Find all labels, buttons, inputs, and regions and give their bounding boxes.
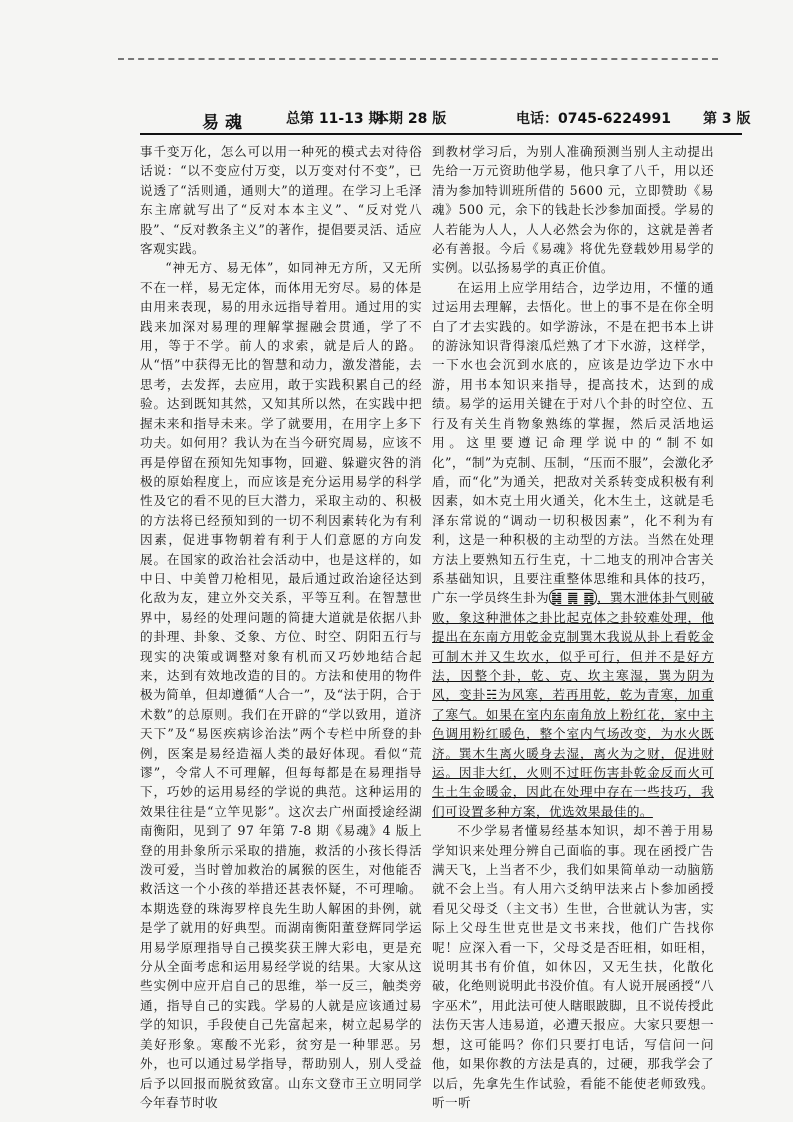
paragraph-text: 在运用上应学用结合，边学边用，不懂的通过运用去理解，去悟化。世上的事不是在你全明白了才去实践的。如学游泳，不是在把书本上讲的游泳知识背得滚瓜烂熟了才下水游，这样学，一下水也会沉到水底的，应该是边学边下水中游，用书本知识来指导，提高技术，达到的成绩。易学的运用关键在于对八个卦的时空位、五行及有关生肖物象熟练的掌握，然后灵活地运用。这里要遵记命理学说中的“制不如化”，“制”为克制、压制，“压而不服”，会激化矛盾，而“化”为通关，把敌对关系转变成积极有利因素，如木克土用火通关，化木生土，这就是毛泽东常说的“调动一切积极因素”，化不利为有利，这是一种积极的主动型的方法。当然在处理方法上要熟知五行生克，十二地支的刑冲合害关系基础知识，且要注重整体思维和具体的技巧，广东一学员终生卦为 [432, 279, 714, 606]
page-count: 本期 28 版 [375, 111, 447, 127]
running-header [140, 108, 751, 133]
issue-number: 总第 11-13 期 [286, 111, 383, 127]
paragraph: 事千变万化，怎么可以用一种死的模式去对待俗话说：“以不变应付万变，以万变对付不变”，已说透了“活则通，通则大”的道理。在学习上毛泽东主席就写出了“反对本本主义”、“反对党八股”、“反对教条主义”的著作，提倡要灵活、适应客观实践。 [140, 144, 422, 257]
handwritten-underlined-text: ，巽木泄体卦气则破败，象这种泄体之卦比起克体之卦较难处理，他提出在东南方用乾金克制巽木我说从卦上看乾金可制木并又生坎水，似乎可行，但并不是好方法，因整个卦，乾、克、坎主寒湿，巽为阴为风，变卦☵为风寒，若再用乾，乾为青寒，加重了寒气。如果在室内东南角放上粉红花，家中主色调用粉红暖色，整个室内气场改变，为水火既济。巽木生离火暖身去湿，离火为之财，促进财运。因非大红，火则不过旺伤害卦乾金反而火可生土生金暖金，因此在处理中存在一些技巧，我们可设置多种方案，优选效果最佳的。 [432, 590, 714, 819]
paragraph: 到教材学习后，为别人准确预测当别人主动提出先给一万元资助他学易，他只拿了八千，用以还清为参加特训班所借的 5600 元，立即赞助《易魂》500 元，余下的钱赴长沙参加面授。学易的人若能为人人，人人必然会为你的，这就是善者必有善报。今后《易魂》将优先登载妙用易学的实例。以弘扬易学的真正价值。 [432, 144, 714, 276]
paragraph [432, 278, 714, 821]
top-dashed-rule [118, 58, 718, 60]
paragraph: “神无方、易无体”，如同神无方所，又无所不在一样，易无定体，而体用无穷尽。易的体是由用来表现，易的用永远指导着用。通过用的实践来加深对易理的理解掌握融会贯通，学了不用，等于不学。前人的求索，就是后人的路。从“悟”中获得无比的智慧和动力，激发潜能，去思考，去发挥，去应用，敢于实践积累自己的经验。达到既知其然，又知其所以然，在实践中把握未来和指导未来。学了就要用，在用字上多下功夫。如何用？我认为在当今研究周易，应该不再是停留在预知先知事物，回避、躲避灾咎的消极的原始程度上，而应该是充分运用易学的科学性及它的看不见的巨大潜力，采取主动的、积极的方法将已经预知到的一切不利因素转化为有利因素，促进事物朝着有利于人们意愿的方向发展。在国家的政治社会活动中，也是这样的，如中日、中美曾刀枪相见，最后通过政治途径达到化敌为友，建立外交关系，平等互利。在智慧世界中，易经的处理问题的简捷大道就是依据八卦的卦理、卦象、爻象、方位、时空、阴阳五行与现实的决策或调整对象有机而又巧妙地结合起来，达到有效地改造的目的。方法和使用的物件极为简单，但却遵循“人合一”，及“法于阴，合于术数”的总原则。我们在开辟的“学以致用，道济天下”及“易医疾病诊治法”两个专栏中所登的卦例，医案是易经造福人类的最好体现。看似“荒谬”，令常人不可理解，但每每都是在易理指导下，巧妙的运用易经的学说的典范。这种运用的效果往往是“立竿见影”。这次去广州面授途经湖南衡阳，见到了 97 年第 7-8 期《易魂》4 版上登的用卦象所示采取的措施，救活的小孩长得活泼可爱，当时曾加救治的属猴的医生，对他能否救活这一个小孩的举措还甚表怀疑，不可理喻。本期选登的珠海罗梓良先生助人解困的卦例，就是学了就用的好典型。而湖南衡阳董登辉同学运用易学原理指导自己摸奖获王牌大彩电，更是充分从全面考虑和运用易经学说的结果。大家从这些实例中应开启自己的思维，举一反三，触类旁通，指导自己的实践。学易的人就是应该通过易学的知识，手段使自己先富起来，树立起易学的美好形象。寒酸不光彩，贫穷是一种罪恶。另外，也可以通过易学指导，帮助别人，别人受益后予以回报而脱贫致富。山东文登市王立明同学今年春节时收 [140, 260, 422, 1110]
left-column [140, 142, 422, 1112]
right-column [432, 142, 714, 1112]
hexagram-symbols: ䷯ ䷫ ䷸ [551, 590, 595, 606]
publication-name: 易魂 [202, 113, 248, 133]
edition-number: 第 3 版 [703, 111, 751, 127]
paragraph: 不少学易者懂易经基本知识，却不善于用易学知识来处理分辨自己面临的事。现在函授广告满天飞，上当者不少，我们如果简单动一动脑筋就不会上当。有人用六爻纳甲法来占卜参加函授看见父母爻（主文书）生世，合世就认为害，实际上父母生世克世是文书来找，他们广告找你呢！应深入看一下，父母爻是否旺相，如旺相，说明其书有价值，如休囚，又无生扶，化散化破，化绝则说明此书没价值。有人说开展函授“八字巫术”，用此法可使人瞎眼跛脚，且不说传授此法伤天害人违易道，必遭天报应。大家只要想一想，这可能吗？你们只要打电话，写信问一问他，如果你教的方法是真的，过硬，那我学会了以后，先拿先生作试验，看能不能使老师致残。听一听 [432, 823, 714, 1110]
header-rule [140, 133, 742, 135]
phone-number: 电话：0745-6224991 [516, 111, 671, 127]
